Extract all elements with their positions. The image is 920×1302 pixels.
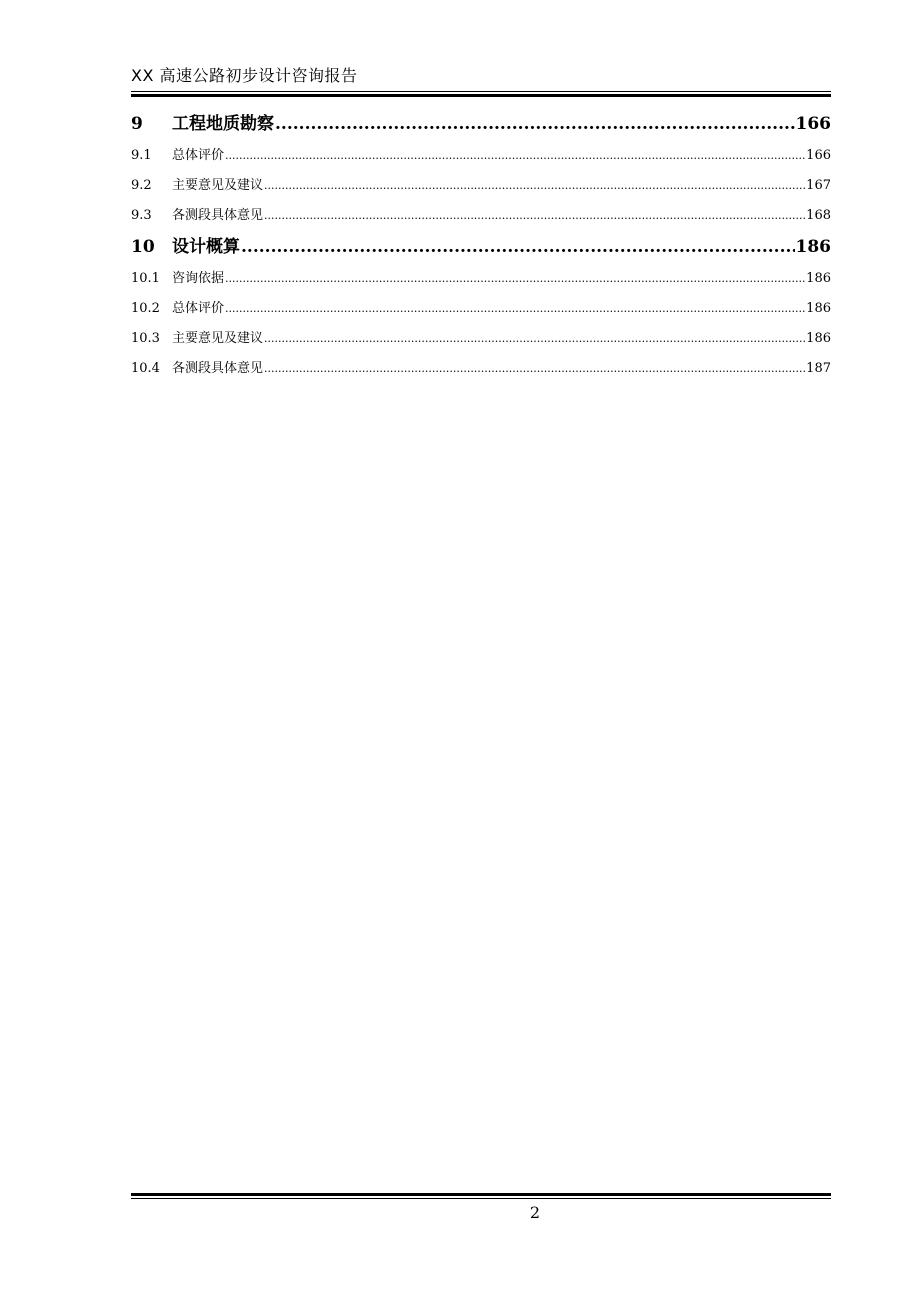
toc-entry-number: 10.3	[131, 331, 160, 346]
page-header	[131, 64, 831, 90]
toc-entry-title: 工程地质勘察	[172, 114, 274, 134]
toc-entry-section[interactable]	[131, 141, 831, 171]
toc-entry-section[interactable]	[131, 171, 831, 201]
toc-entry-number: 9.3	[131, 208, 152, 223]
toc-dot-leader	[264, 354, 805, 384]
toc-dot-leader	[264, 201, 805, 231]
toc-entry-title: 总体评价	[172, 301, 225, 316]
toc-dot-leader	[225, 141, 805, 171]
toc-entry-number: 10.2	[131, 301, 160, 316]
toc-entry-number: 10.1	[131, 271, 160, 286]
toc-entry-page: 166	[806, 148, 831, 163]
toc-entry-chapter[interactable]	[131, 108, 831, 141]
toc-entry-title: 主要意见及建议	[172, 331, 264, 346]
toc-entry-page: 186	[795, 237, 831, 257]
document-title: XX 高速公路初步设计咨询报告	[131, 66, 358, 85]
toc-entry-number: 10.4	[131, 361, 160, 376]
toc-entry-title: 主要意见及建议	[172, 178, 264, 193]
table-of-contents	[131, 108, 831, 384]
toc-entry-number: 10	[131, 237, 155, 257]
header-rule	[131, 91, 831, 97]
toc-entry-section[interactable]	[131, 201, 831, 231]
toc-entry-section[interactable]	[131, 324, 831, 354]
toc-entry-section[interactable]	[131, 354, 831, 384]
toc-dot-leader	[275, 108, 795, 141]
toc-entry-number: 9.1	[131, 148, 152, 163]
page-number: 2	[529, 1203, 541, 1222]
toc-dot-leader	[264, 324, 805, 354]
toc-entry-chapter[interactable]	[131, 231, 831, 264]
toc-entry-page: 166	[795, 114, 831, 134]
toc-entry-number: 9.2	[131, 178, 152, 193]
toc-dot-leader	[264, 171, 805, 201]
toc-entry-section[interactable]	[131, 294, 831, 324]
toc-entry-number: 9	[131, 114, 143, 134]
toc-entry-title: 各测段具体意见	[172, 361, 264, 376]
toc-dot-leader	[241, 231, 795, 264]
toc-entry-title: 咨询依据	[172, 271, 225, 286]
toc-entry-title: 各测段具体意见	[172, 208, 264, 223]
toc-dot-leader	[225, 264, 805, 294]
toc-entry-section[interactable]	[131, 264, 831, 294]
footer-rule	[131, 1193, 831, 1199]
toc-entry-page: 186	[806, 271, 831, 286]
toc-entry-title: 总体评价	[172, 148, 225, 163]
toc-entry-page: 186	[806, 331, 831, 346]
toc-entry-page: 168	[806, 208, 831, 223]
toc-dot-leader	[225, 294, 805, 324]
toc-entry-page: 167	[806, 178, 831, 193]
toc-entry-title: 设计概算	[172, 237, 240, 257]
toc-entry-page: 187	[806, 361, 831, 376]
toc-entry-page: 186	[806, 301, 831, 316]
